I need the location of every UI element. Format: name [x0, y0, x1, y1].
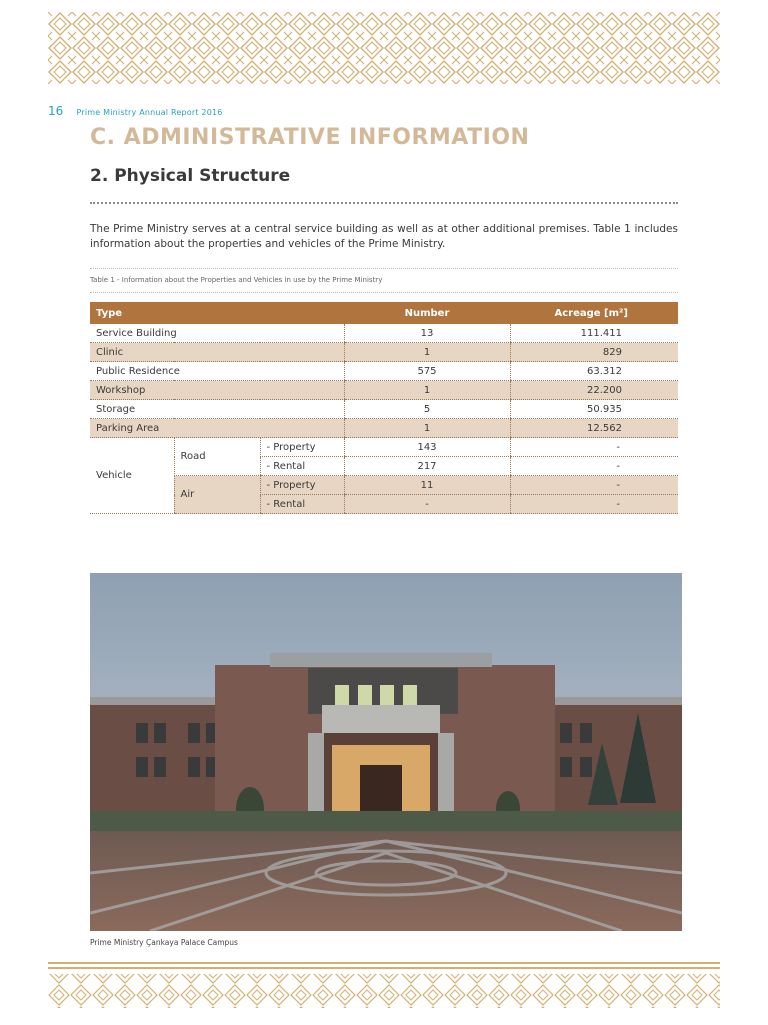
properties-vehicles-table [90, 302, 678, 514]
divider [90, 268, 678, 269]
palace-photo [90, 573, 682, 931]
report-title: Prime Ministry Annual Report 2016 [76, 108, 223, 117]
table-row [90, 438, 678, 457]
row-number: 13 [344, 324, 510, 343]
road-rental-number: 217 [344, 457, 510, 476]
page-number: 16 [48, 104, 64, 118]
row-acreage: 829 [510, 343, 678, 362]
intro-paragraph: The Prime Ministry serves at a central service building as well as at other additional premises. Table 1 includes information about the properties and vehicles of the Prime Ministry. [90, 223, 678, 250]
row-acreage: 50.935 [510, 400, 678, 419]
road-property-label: - Property [260, 438, 344, 457]
air-label: Air [174, 476, 260, 514]
row-number: 1 [344, 381, 510, 400]
table-header-row [90, 302, 678, 324]
row-acreage: 12.562 [510, 419, 678, 438]
row-type: Clinic [90, 343, 344, 362]
road-property-acreage: - [510, 438, 678, 457]
top-ornament-border [48, 12, 720, 84]
bottom-ornament-border [48, 962, 720, 1008]
row-type: Public Residence [90, 362, 344, 381]
subsection-title: 2. Physical Structure [90, 166, 291, 186]
table-row [90, 362, 678, 381]
table-row [90, 343, 678, 362]
table-row [90, 324, 678, 343]
divider [90, 292, 678, 293]
road-rental-label: - Rental [260, 457, 344, 476]
table-row [90, 419, 678, 438]
row-acreage: 22.200 [510, 381, 678, 400]
photo-caption: Prime Ministry Çankaya Palace Campus [90, 938, 238, 947]
page-header [48, 104, 223, 118]
row-type: Workshop [90, 381, 344, 400]
header-acreage: Acreage [m²] [510, 302, 678, 324]
table-caption: Table 1 - Information about the Properties and Vehicles in use by the Prime Ministry [90, 276, 383, 284]
table-row [90, 400, 678, 419]
row-type: Storage [90, 400, 344, 419]
row-acreage: 63.312 [510, 362, 678, 381]
table-row [90, 476, 678, 495]
air-property-number: 11 [344, 476, 510, 495]
road-property-number: 143 [344, 438, 510, 457]
air-property-label: - Property [260, 476, 344, 495]
road-label: Road [174, 438, 260, 476]
row-acreage: 111.411 [510, 324, 678, 343]
row-number: 5 [344, 400, 510, 419]
row-number: 1 [344, 419, 510, 438]
road-rental-acreage: - [510, 457, 678, 476]
row-type: Parking Area [90, 419, 344, 438]
air-rental-number: - [344, 495, 510, 514]
header-type: Type [90, 302, 344, 324]
row-number: 575 [344, 362, 510, 381]
vehicle-label: Vehicle [90, 438, 174, 514]
divider [90, 202, 678, 204]
header-number: Number [344, 302, 510, 324]
row-number: 1 [344, 343, 510, 362]
air-rental-label: - Rental [260, 495, 344, 514]
row-type: Service Building [90, 324, 344, 343]
table-row [90, 381, 678, 400]
section-title: C. ADMINISTRATIVE INFORMATION [90, 125, 530, 150]
air-rental-acreage: - [510, 495, 678, 514]
air-property-acreage: - [510, 476, 678, 495]
